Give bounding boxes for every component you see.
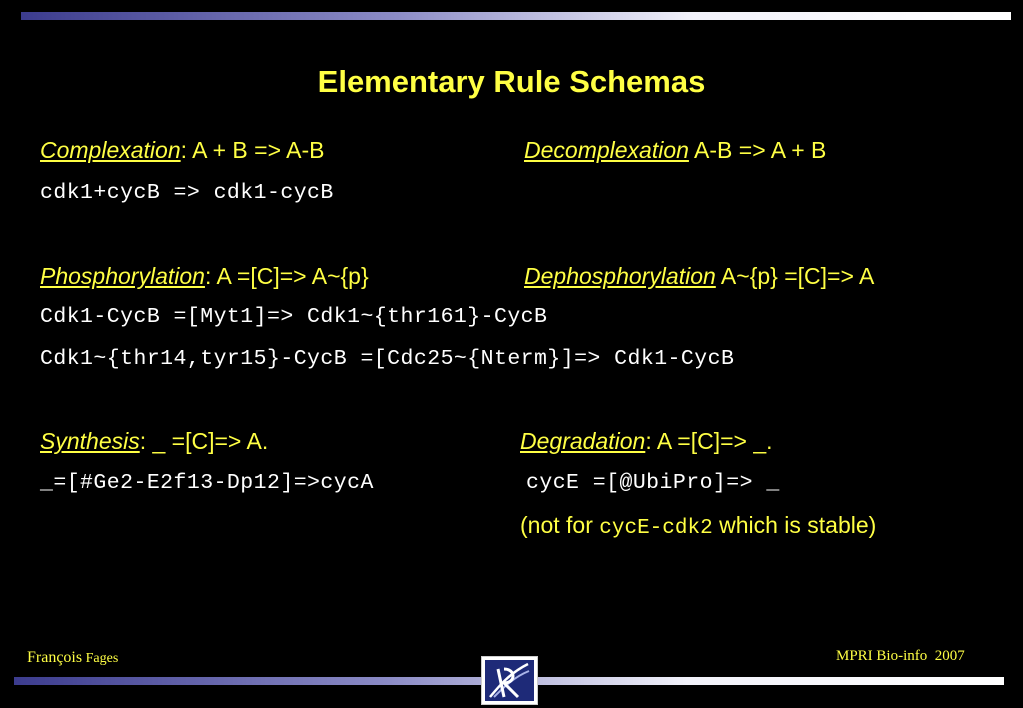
synthesis-term: Synthesis bbox=[40, 428, 140, 454]
synthesis-formula: : _ =[C]=> A. bbox=[139, 428, 269, 454]
phosphorylation-example-1: Cdk1-CycB =[Myt1]=> Cdk1~{thr161}-CycB bbox=[40, 305, 548, 329]
complexation-example: cdk1+cycB => cdk1-cycB bbox=[40, 181, 334, 205]
logo-graphic bbox=[482, 657, 537, 704]
dephosphorylation-formula: A~{p} =[C]=> A bbox=[715, 263, 875, 289]
degradation-formula: : A =[C]=> _. bbox=[645, 428, 773, 454]
slide-title: Elementary Rule Schemas bbox=[317, 64, 706, 99]
footer-author bbox=[27, 649, 118, 667]
degradation-note-suffix: which is stable) bbox=[712, 512, 877, 538]
dephosphorylation-term: Dephosphorylation bbox=[524, 263, 716, 289]
decomplexation-term: Decomplexation bbox=[524, 137, 689, 163]
footer-author-last: Fages bbox=[82, 651, 119, 666]
phosphorylation-formula: : A =[C]=> A~{p} bbox=[204, 263, 369, 289]
degradation-example: cycE =[@UbiPro]=> _ bbox=[526, 471, 780, 495]
complexation-term: Complexation bbox=[40, 137, 181, 163]
decomplexation-formula: A-B => A + B bbox=[688, 137, 827, 163]
phosphorylation-rule bbox=[40, 263, 369, 290]
degradation-note-code: cycE-cdk2 bbox=[599, 517, 713, 540]
footer-author-first: François bbox=[27, 649, 83, 666]
phosphorylation-example-2: Cdk1~{thr14,tyr15}-CycB =[Cdc25~{Nterm}]=> Cdk1-CycB bbox=[40, 347, 735, 371]
top-gradient-bar bbox=[21, 12, 1011, 20]
complexation-rule bbox=[40, 137, 325, 164]
footer-course: MPRI Bio-info 2007 bbox=[836, 648, 965, 664]
dephosphorylation-rule bbox=[524, 263, 874, 290]
degradation-rule bbox=[520, 428, 773, 455]
institute-logo bbox=[481, 656, 538, 705]
decomplexation-rule bbox=[524, 137, 826, 164]
complexation-formula: : A + B => A-B bbox=[180, 137, 325, 163]
synthesis-rule bbox=[40, 428, 268, 455]
degradation-note-prefix: (not for bbox=[520, 512, 600, 538]
degradation-note bbox=[520, 512, 876, 540]
phosphorylation-term: Phosphorylation bbox=[40, 263, 205, 289]
synthesis-example: _=[#Ge2-E2f13-Dp12]=>cycA bbox=[40, 471, 374, 495]
degradation-term: Degradation bbox=[520, 428, 646, 454]
